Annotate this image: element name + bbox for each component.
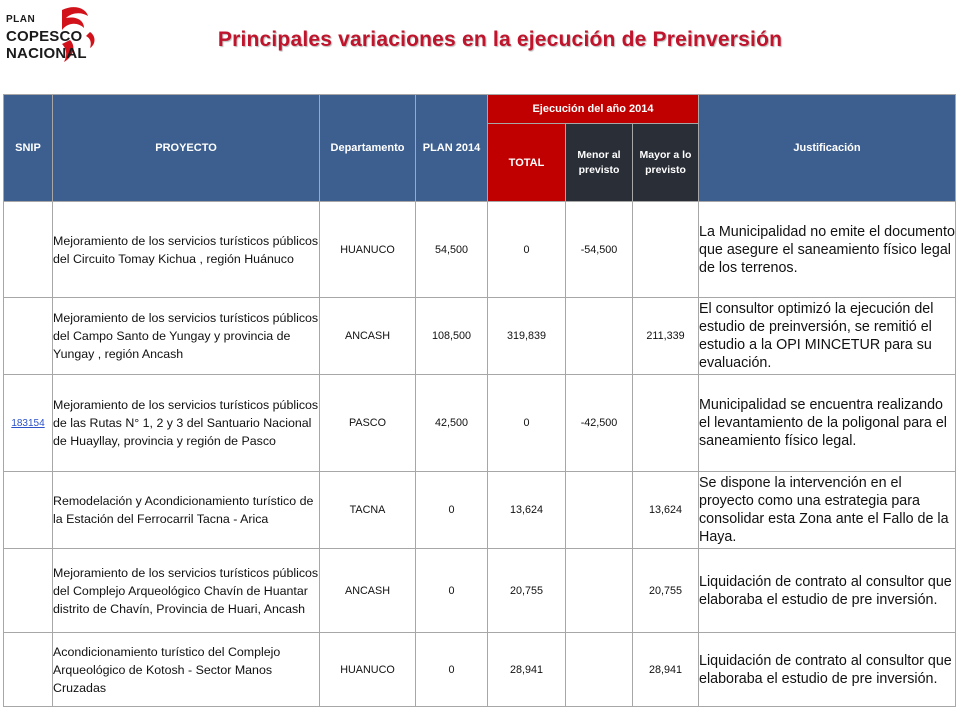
table-row [4, 202, 956, 298]
table-row [4, 375, 956, 472]
mayor-cell [633, 375, 699, 472]
header-menor: Menor al previsto [566, 124, 633, 202]
total-cell: 28,941 [488, 633, 566, 707]
header-total: TOTAL [488, 124, 566, 202]
total-cell: 0 [488, 375, 566, 472]
proyecto-cell: Mejoramiento de los servicios turísticos públicos del Complejo Arqueológico Chavín de Huantar distrito de Chavín, Provincia de Huari, Ancash [53, 549, 320, 633]
proyecto-cell: Mejoramiento de los servicios turísticos públicos del Campo Santo de Yungay y provincia de Yungay , región Ancash [53, 298, 320, 375]
proyecto-cell: Mejoramiento de los servicios turísticos públicos de las Rutas N° 1, 2 y 3 del Santuario Nacional de Huayllay, provincia y región de Pasco [53, 375, 320, 472]
page-title: Principales variaciones en la ejecución de Preinversión [217, 28, 783, 51]
mayor-cell: 28,941 [633, 633, 699, 707]
header-plan: PLAN 2014 [416, 95, 488, 202]
menor-cell [566, 298, 633, 375]
mayor-cell [633, 202, 699, 298]
menor-cell [566, 633, 633, 707]
table-row [4, 549, 956, 633]
menor-cell [566, 472, 633, 549]
table-row [4, 472, 956, 549]
snip-cell [4, 472, 53, 549]
plan-cell: 42,500 [416, 375, 488, 472]
variations-table [3, 94, 956, 707]
total-cell: 13,624 [488, 472, 566, 549]
logo-plan-text: PLAN [6, 14, 36, 25]
mayor-cell: 211,339 [633, 298, 699, 375]
total-cell: 319,839 [488, 298, 566, 375]
justificacion-cell: La Municipalidad no emite el documento que asegure el saneamiento físico legal de los terrenos. [699, 202, 956, 298]
header-ejecucion: Ejecución del año 2014 [488, 95, 699, 124]
total-cell: 0 [488, 202, 566, 298]
snip-cell [4, 633, 53, 707]
proyecto-cell: Remodelación y Acondicionamiento turístico de la Estación del Ferrocarril Tacna - Arica [53, 472, 320, 549]
justificacion-cell: Liquidación de contrato al consultor que elaboraba el estudio de pre inversión. [699, 549, 956, 633]
snip-cell [4, 202, 53, 298]
header-justificacion: Justificación [699, 95, 956, 202]
header-snip: SNIP [4, 95, 53, 202]
snip-cell [4, 549, 53, 633]
proyecto-cell: Mejoramiento de los servicios turísticos públicos del Circuito Tomay Kichua , región Huánuco [53, 202, 320, 298]
snip-cell [4, 375, 53, 472]
table-row [4, 298, 956, 375]
justificacion-cell: Liquidación de contrato al consultor que elaboraba el estudio de pre inversión. [699, 633, 956, 707]
justificacion-cell: El consultor optimizó la ejecución del estudio de preinversión, se remitió el estudio a la OPI MINCETUR para su evaluación. [699, 298, 956, 375]
justificacion-cell: Se dispone la intervención en el proyecto como una estrategia para consolidar esta Zona ante el Fallo de la Haya. [699, 472, 956, 549]
table-row [4, 633, 956, 707]
departamento-cell: HUANUCO [320, 633, 416, 707]
departamento-cell: HUANUCO [320, 202, 416, 298]
plan-cell: 54,500 [416, 202, 488, 298]
mayor-cell: 13,624 [633, 472, 699, 549]
header-mayor: Mayor a lo previsto [633, 124, 699, 202]
plan-cell: 0 [416, 472, 488, 549]
departamento-cell: TACNA [320, 472, 416, 549]
menor-cell [566, 549, 633, 633]
departamento-cell: ANCASH [320, 549, 416, 633]
proyecto-cell: Acondicionamiento turístico del Complejo Arqueológico de Kotosh - Sector Manos Cruzadas [53, 633, 320, 707]
justificacion-cell: Municipalidad se encuentra realizando el levantamiento de la poligonal para el saneamiento físico legal. [699, 375, 956, 472]
departamento-cell: ANCASH [320, 298, 416, 375]
menor-cell: -42,500 [566, 375, 633, 472]
plan-cell: 0 [416, 549, 488, 633]
snip-link[interactable]: 183154 [11, 417, 45, 429]
header-proyecto: PROYECTO [53, 95, 320, 202]
snip-cell [4, 298, 53, 375]
plan-cell: 108,500 [416, 298, 488, 375]
logo-name-text: COPESCO NACIONAL [6, 28, 87, 62]
departamento-cell: PASCO [320, 375, 416, 472]
menor-cell: -54,500 [566, 202, 633, 298]
mayor-cell: 20,755 [633, 549, 699, 633]
header-departamento: Departamento [320, 95, 416, 202]
plan-cell: 0 [416, 633, 488, 707]
table-header-row [4, 95, 956, 124]
total-cell: 20,755 [488, 549, 566, 633]
